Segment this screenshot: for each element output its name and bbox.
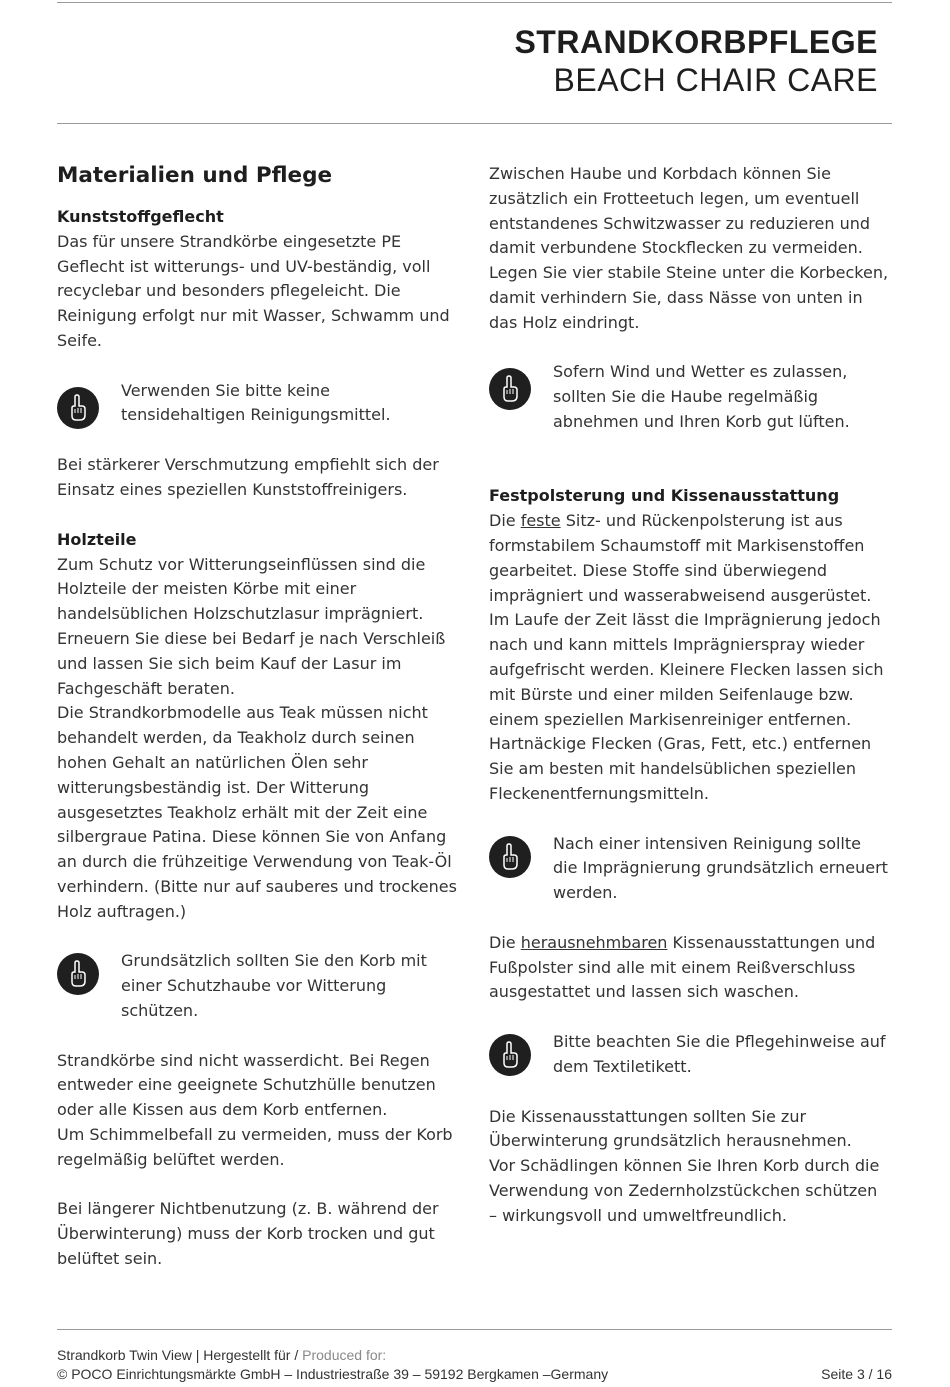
footer-line-2: © POCO Einrichtungsmärkte GmbH – Industriestraße 39 – 59192 Bergkamen –Germany (57, 1366, 609, 1382)
note-box (489, 832, 889, 906)
polster-paragraph-3: Die Kissenausstattungen sollten Sie zur Überwinterung grundsätzlich herausnehmen. (489, 1106, 852, 1151)
pointing-hand-icon (489, 836, 531, 878)
holz-paragraph-2: Die Strandkorbmodelle aus Teak müssen nicht behandelt werden, da Teakholz durch seinen hohen Gehalt an natürlichen Ölen sehr witterungsbeständig ist. Der Witterung ausgesetztes Teakholz erhält mit der Zeit eine silbergraue Patina. Diese können Sie von Anfang an durch die frühzeitige Verwendung von Teak-Öl verhindern. (Bitte nur auf sauberes und trockenes Holz auftragen.) (57, 703, 457, 921)
top-rule (57, 2, 892, 3)
holz-paragraph-3: Strandkörbe sind nicht wasserdicht. Bei Regen entweder eine geeignete Schutzhülle benutzen oder alle Kissen aus dem Korb entfernen. (57, 1050, 436, 1120)
polster-paragraph-1: Die feste Sitz- und Rückenpolsterung ist aus formstabilem Schaumstoff mit Markisenstoffen gearbeitet. Diese Stoffe sind überwiegend imprägniert und wasserabweisend ausgerüstet. Im Laufe der Zeit lässt die Imprägnierung jedoch nach und kann mittels Imprägnierspray wieder aufgefrischt werden. Kleinere Flecken lassen sich mit Bürste und einer milden Seifenlauge bzw. einem speziellen Markisenreiniger entfernen. Hartnäckige Flecken (Gras, Fett, etc.) entfernen Sie am besten mit handelsüblichen speziellen Fleckenentfernungsmitteln. (489, 511, 884, 803)
header-rule (57, 123, 892, 124)
right-column (489, 162, 889, 1229)
underlined-word: herausnehmbaren (520, 932, 668, 952)
subheading-kunststoff: Kunststoffgeflecht (57, 207, 224, 226)
right-paragraph-1: Zwischen Haube und Korbdach können Sie zusätzlich ein Frotteetuch legen, um eventuell entstandenes Schwitzwasser zu reduzieren und damit verbundene Stockflecken zu vermeiden. Legen Sie vier stabile Steine unter die Korbecken, damit verhindern Sie, dass Nässe von unten in das Holz eindringt. (489, 164, 889, 332)
section-heading: Materialien und Pflege (57, 163, 333, 188)
note-box (57, 379, 457, 429)
left-column (57, 162, 457, 1272)
holz-paragraph-1: Zum Schutz vor Witterungseinflüssen sind die Holzteile der meisten Körbe mit einer handelsüblichen Holzschutzlasur imprägniert. Erneuern Sie diese bei Bedarf je nach Verschleiß und lassen Sie sich beim Kauf der Lasur im Fachgeschäft beraten. (57, 554, 446, 698)
polster-paragraph-2: Die herausnehmbaren Kissenausstattungen und Fußpolster sind alle mit einem Reißverschluss ausgestattet und lassen sich waschen. (489, 932, 876, 1002)
footer (57, 1346, 892, 1384)
pointing-hand-icon (489, 1034, 531, 1076)
subheading-polsterung: Festpolsterung und Kissenausstattung (489, 486, 840, 506)
holz-paragraph-4: Um Schimmelbefall zu vermeiden, muss der Korb regelmäßig belüftet werden. (57, 1124, 453, 1169)
note-text: Bitte beachten Sie die Pflegehinweise auf dem Textiletikett. (553, 1031, 886, 1076)
kunststoff-paragraph-2: Bei stärkerer Verschmutzung empfiehlt sich der Einsatz eines speziellen Kunststoffreinigers. (57, 455, 439, 500)
underlined-word: feste (520, 511, 561, 531)
title-english: BEACH CHAIR CARE (553, 62, 878, 98)
note-text: Sofern Wind und Wetter es zulassen, sollten Sie die Haube regelmäßig abnehmen und Ihren Korb gut lüften. (553, 362, 850, 431)
pointing-hand-icon (57, 387, 99, 429)
note-text: Grundsätzlich sollten Sie den Korb mit einer Schutzhaube vor Witterung schützen. (121, 951, 427, 1020)
footer-rule (57, 1329, 892, 1330)
page-header (514, 24, 878, 100)
title-german: STRANDKORBPFLEGE (514, 24, 878, 60)
subheading-holzteile: Holzteile (57, 529, 137, 549)
pointing-hand-icon (489, 368, 531, 410)
kunststoff-paragraph: Das für unsere Strandkörbe eingesetzte PE Geflecht ist witterungs- und UV-beständig, voll recyclebar und besonders pflegeleicht. Die Reinigung erfolgt nur mit Wasser, Schwamm und Seife. (57, 231, 450, 350)
note-text: Nach einer intensiven Reinigung sollte die Imprägnierung grundsätzlich erneuert werden. (553, 833, 888, 903)
note-box (489, 1030, 889, 1080)
note-text: Verwenden Sie bitte keine tensidehaltigen Reinigungsmittel. (121, 380, 391, 425)
footer-line-1: Strandkorb Twin View | Hergestellt für / Produced for: (57, 1347, 387, 1363)
page-number: Seite 3 / 16 (821, 1366, 892, 1382)
polster-paragraph-4: Vor Schädlingen können Sie Ihren Korb durch die Verwendung von Zedernholzstückchen schützen – wirkungsvoll und umweltfreundlich. (489, 1156, 880, 1225)
holz-paragraph-5: Bei längerer Nichtbenutzung (z. B. während der Überwinterung) muss der Korb trocken und gut belüftet sein. (57, 1199, 439, 1268)
pointing-hand-icon (57, 953, 99, 995)
note-box (489, 360, 889, 434)
note-box (57, 949, 457, 1023)
